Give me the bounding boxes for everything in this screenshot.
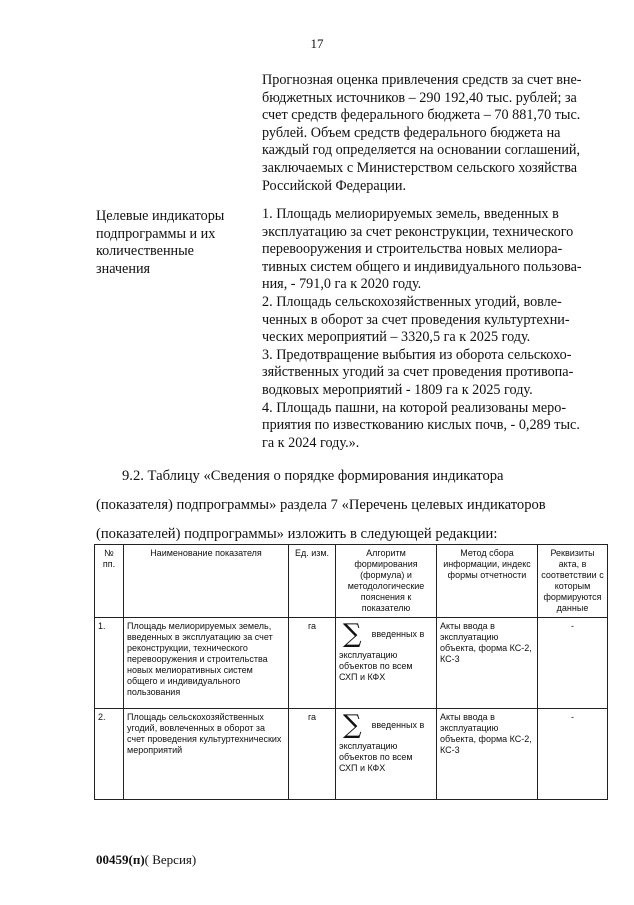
cell-name: Площадь сельскохозяйственных угодий, вовлеченных в оборот за счет проведения культуртехнических мероприятий [124, 709, 289, 800]
text-line: заключаемых с Министерством сельского хозяйства [262, 159, 578, 176]
header-method: Метод сбора информации, индекс формы отчетности [437, 545, 538, 618]
cell-algorithm [336, 618, 437, 709]
cell-num: 1. [95, 618, 124, 709]
label-line: подпрограммы и их [96, 225, 216, 242]
header-unit: Ед. изм. [289, 545, 336, 618]
text-line: водковых мероприятий - 1809 га к 2025 году. [262, 381, 533, 398]
text-line: 3. Предотвращение выбытия из оборота сельскохо- [262, 346, 572, 363]
page-number: 17 [310, 36, 324, 51]
header-requisites: Реквизиты акта, в соответствии с которым формируются данные [538, 545, 608, 618]
text-line: бюджетных источников – 290 192,40 тыс. рублей; за [262, 89, 577, 106]
instruction-paragraph [96, 462, 598, 549]
cell-num: 2. [95, 709, 124, 800]
cell-name: Площадь мелиорируемых земель, введенных в эксплуатацию за счет реконструкции, технического перевооружения и строительства новых мелиоративных систем общего и индивидуального пользования [124, 618, 289, 709]
indicators-text [262, 206, 598, 452]
text-line: Российской Федерации. [262, 177, 407, 194]
text-line: 2. Площадь сельскохозяйственных угодий, вовле- [262, 293, 562, 310]
cell-unit: га [289, 709, 336, 800]
text-line: каждый год определяется на основании соглашений, [262, 142, 581, 159]
cell-requisites: - [538, 709, 608, 800]
header-num: № пп. [95, 545, 124, 618]
text-line: ния, - 791,0 га к 2020 году. [262, 276, 422, 293]
table-row [95, 709, 608, 800]
text-line: приятия по известкованию кислых почв, - 0,289 тыс. [262, 417, 580, 434]
table-row [95, 618, 608, 709]
sigma-symbol: ∑ [343, 619, 362, 649]
header-algorithm: Алгоритм формирования (формула) и методологические пояснения к показателю [336, 545, 437, 618]
document-code: 00459(п) [96, 852, 145, 867]
algorithm-part: эксплуатацию объектов по всем СХП и КФХ [339, 741, 413, 773]
label-line: Целевые индикаторы [96, 208, 225, 224]
text-line: ческих мероприятий – 3320,5 га к 2025 году. [262, 329, 531, 346]
paragraph-line: (показателей) подпрограммы» изложить в следующей редакции: [96, 526, 498, 542]
algorithm-part: введенных в [371, 719, 425, 730]
text-line: зяйственных угодий за счет проведения противопа- [262, 364, 574, 381]
text-line: счет средств федерального бюджета – 70 881,70 тыс. [262, 107, 581, 124]
text-line: 4. Площадь пашни, на которой реализованы меро- [262, 399, 567, 416]
text-line: Прогнозная оценка привлечения средств за счет вне- [262, 72, 582, 88]
text-line: тивных систем общего и индивидуального пользова- [262, 258, 582, 275]
text-line: перевооружения и строительства новых мелиора- [262, 241, 563, 258]
text-line: рублей. Объем средств федерального бюджета на [262, 124, 561, 141]
document-version: ( Версия) [144, 852, 197, 867]
indicators-label [96, 208, 256, 278]
indicator-table [94, 544, 608, 800]
algorithm-part: эксплуатацию объектов по всем СХП и КФХ [339, 650, 413, 682]
sigma-symbol: ∑ [343, 710, 362, 740]
cell-unit: га [289, 618, 336, 709]
header-name: Наименование показателя [124, 545, 289, 618]
text-line: эксплуатацию за счет реконструкции, технического [262, 223, 574, 240]
table-header-row [95, 545, 608, 618]
paragraph-line: (показателя) подпрограммы» раздела 7 «Перечень целевых индикаторов [96, 497, 546, 513]
paragraph-line: 9.2. Таблицу «Сведения о порядке формирования индикатора [122, 468, 504, 484]
text-line: ченных в оборот за счет проведения культуртехни- [262, 311, 570, 328]
cell-algorithm [336, 709, 437, 800]
text-line: 1. Площадь мелиорируемых земель, введенных в [262, 206, 559, 222]
funding-text [262, 72, 598, 195]
cell-requisites: - [538, 618, 608, 709]
algorithm-part: введенных в [371, 628, 425, 639]
label-line: количественные [96, 243, 194, 260]
text-line: га к 2024 году.». [262, 434, 360, 451]
cell-method: Акты ввода в эксплуатацию объекта, форма КС-2, КС-3 [437, 709, 538, 800]
cell-method: Акты ввода в эксплуатацию объекта, форма КС-2, КС-3 [437, 618, 538, 709]
label-line: значения [96, 260, 151, 277]
document-footer [96, 852, 196, 868]
